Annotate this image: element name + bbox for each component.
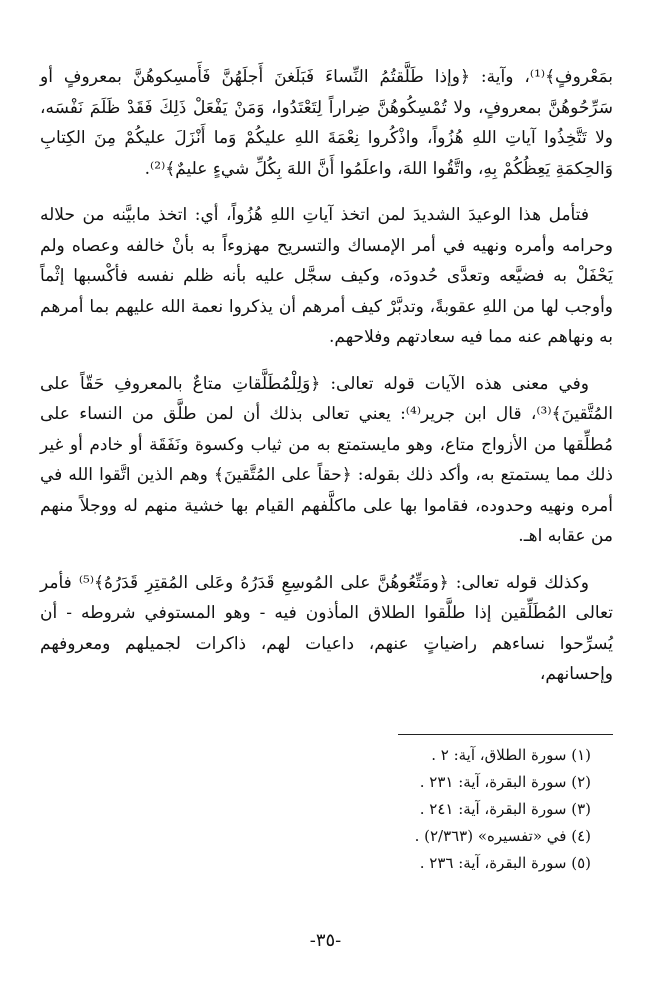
footnote-item: (٤) في «تفسيره» (٢/٣٦٣) . bbox=[414, 827, 591, 845]
paragraph-ibn-jarir: وفي معنى هذه الآيات قوله تعالى: ﴿وَلِلْمُطَلَّقاتِ متاعٌ بالمعروفِ حَقّاً على المُتَّقينَ﴾⁽³⁾، قال ابن جرير⁽⁴⁾: يعني تعالى بذلك أن لمن طلَّق من النساء على مُطلِّقها من الأزواج متاع، وهو مايستمتع به من ثياب وكسوة ونَفَقَة أو خادم أو غير ذلك مما يستمتع به، وأكد ذلك بقوله: ﴿حقاً على المُتَّقينَ﴾ وهم الذين اتَّقوا الله في أمره ونهيه وحدوده، فقاموا بها على ماكلَّفهم القيام بها خشية منهم له ووجلاً منهم من عقابه اهـ. bbox=[40, 373, 613, 546]
paragraph-quran-verses: بمَعْروفٍ﴾⁽¹⁾، وآية: ﴿وإذا طَلَّقتُمُ النِّساءَ فَبَلَغنَ أَجلَهُنَّ فَأَمسِكوهُنَّ بمعروفٍ أو سَرِّحُوهُنَّ بمعروفٍ، ولا تُمْسِكُوهُنَّ ضِراراً لِتَعْتَدُوا، وَمَنْ يَفْعَلْ ذَلِكَ فَقَدْ ظَلَمَ نَفْسَه، ولا تَتَّخِذُوا آياتِ اللهِ هُزُواً، واذْكُروا نِعْمَةَ اللهِ عليكُمْ وَما أَنْزَلَ عليكُمْ مِنَ الكِتابِ وَالحِكمَةِ يَعِظُكُمْ بِهِ، واتَّقُوا اللهَ، واعلَمُوا أَنَّ اللهَ بِكُلِّ شيءٍ عليمٌ﴾⁽²⁾. bbox=[40, 67, 613, 179]
page-number: -٣٥- bbox=[309, 930, 342, 951]
footnote-item: (١) سورة الطلاق، آية: ٢ . bbox=[431, 746, 591, 764]
footnote-item: (٣) سورة البقرة، آية: ٢٤١ . bbox=[419, 800, 591, 818]
footnotes-list bbox=[271, 742, 591, 877]
paragraph-reflection: فتأمل هذا الوعيدَ الشديدَ لمن اتخذ آياتِ اللهِ هُزُواً، أي: اتخذ مابيَّنه من حلاله وحرامه وأمره ونهيه في أمر الإمساك والتسريح مهزوءاً به بأنْ خالفه وعصاه ولم يَحْفَلْ به فضيَّعه وتعدَّى حُدودَه، وكيف سجَّل عليه بأنه ظلم نفسه فأكْسبها إثْماً وأوجب لها من اللهِ عقوبةً، وتدبَّرْ كيف أمرهم أن يذكروا نعمة الله عليهم بما أمرهم به ونهاهم عنه مما فيه سعادتهم وفلاحهم. bbox=[40, 205, 613, 347]
footnote-item: (٢) سورة البقرة، آية: ٢٣١ . bbox=[419, 773, 591, 791]
footnote-divider bbox=[398, 734, 613, 735]
footnote-item: (٥) سورة البقرة، آية: ٢٣٦ . bbox=[419, 854, 591, 872]
main-text-body bbox=[40, 62, 613, 690]
paragraph-mut-ah: وكذلك قوله تعالى: ﴿ومَتِّعُوهُنَّ على المُوسِعِ قَدَرُهُ وعَلى المُقتِرِ قَدَرُهُ﴾⁽⁵⁾ فأمر تعالى المُطَلِّقين إذا طلَّقوا الطلاق المأذون فيه - وهو المستوفي شروطه - أن يُسرِّحوا نساءهم راضياتٍ عنهم، داعيات لهم، ذاكرات لجميلهم ومعروفهم وإحسانهم، bbox=[40, 572, 613, 684]
